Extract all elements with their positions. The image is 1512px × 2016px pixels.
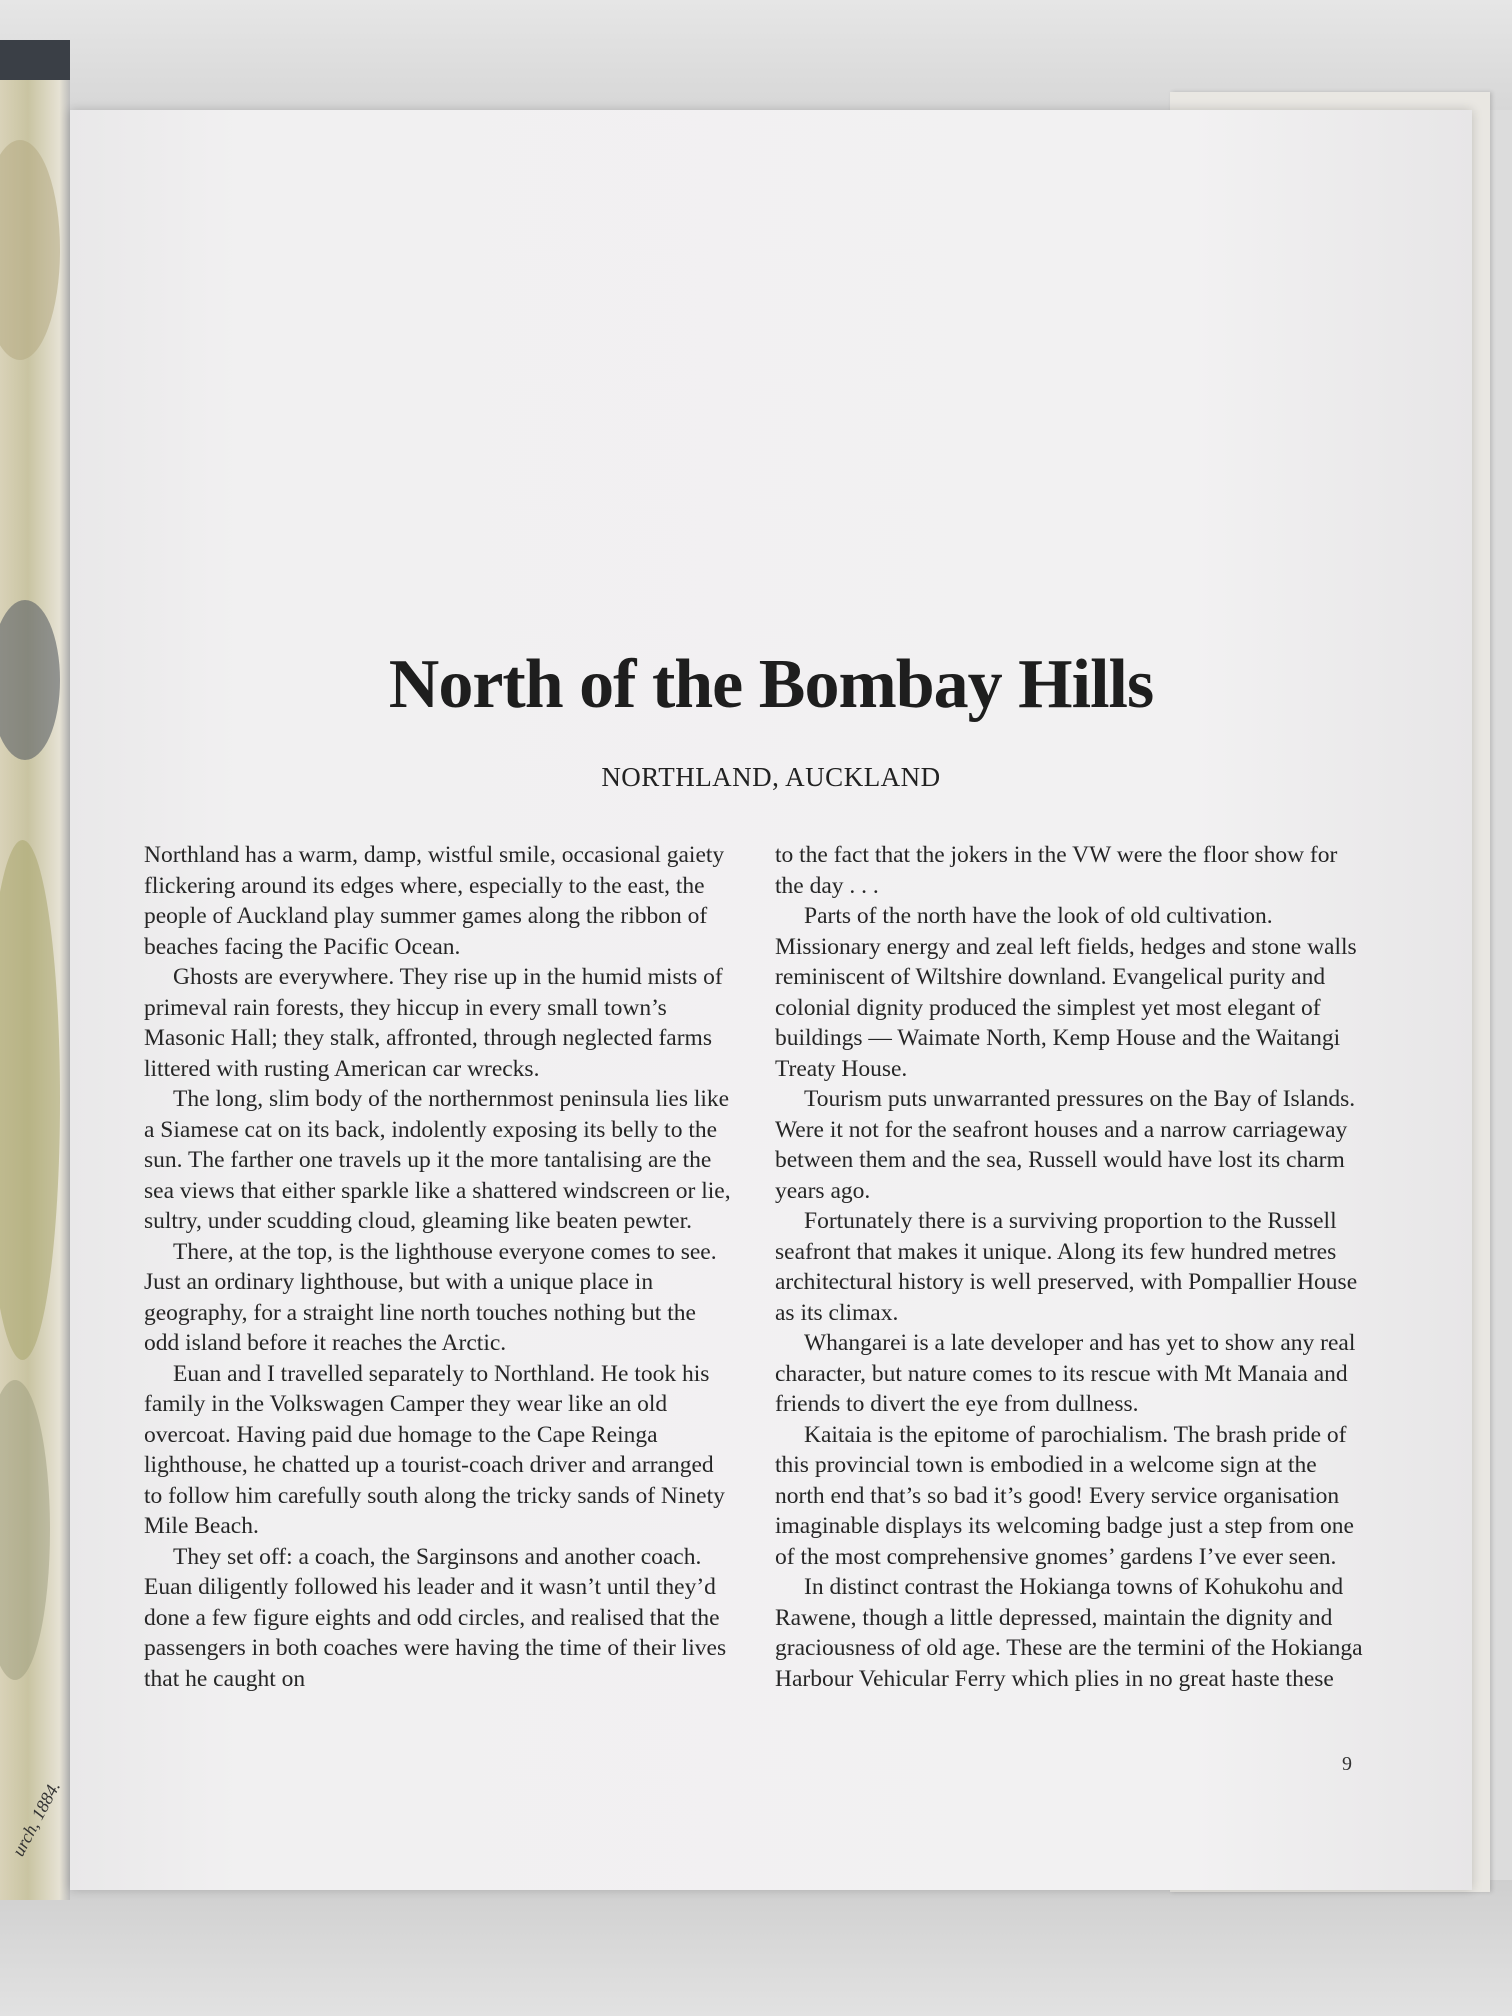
paragraph: The long, slim body of the northernmost peninsula lies like a Siamese cat on its back, indolently exposing its belly to the sun. The farther one travels up it the more tantalising are the sea views that either sparkle like a shattered windscreen or lie, sultry, under scudding cloud, gleaming like beaten pewter. xyxy=(144,1086,731,1234)
paragraph: Ghosts are everywhere. They rise up in the humid mists of primeval rain forests, they hiccup in every small town’s Masonic Hall; they stalk, affronted, through neglected farms littered with rusting American car wrecks. xyxy=(144,964,723,1082)
background-bottom xyxy=(0,1880,1512,2016)
paragraph: Parts of the north have the look of old cultivation. Missionary energy and zeal left fields, hedges and stone walls reminiscent of Wiltshire downland. Evangelical purity and colonial dignity produced the simplest yet most elegant of buildings — Waimate North, Kemp House and the Waitangi Treaty House. xyxy=(775,903,1357,1082)
paragraph: They set off: a coach, the Sarginsons and another coach. Euan diligently followed his leader and it wasn’t until they’d done a few figure eights and odd circles, and realised that the passengers in both coaches were having the time of their lives that he caught on xyxy=(144,1543,727,1692)
watercolor-stain xyxy=(0,140,60,360)
paragraph: Tourism puts unwarranted pressures on the Bay of Islands. Were it not for the seafront houses and a narrow carriageway between them and the sea, Russell would have lost its charm years ago. xyxy=(775,1086,1356,1204)
text-column-right xyxy=(775,840,1365,1694)
watercolor-stain xyxy=(0,1380,50,1680)
book-page xyxy=(70,110,1472,1890)
paragraph: to the fact that the jokers in the VW were the floor show for the day . . . xyxy=(775,842,1338,899)
paragraph: In distinct contrast the Hokianga towns of Kohukohu and Rawene, though a little depressed, maintain the dignity and graciousness of old age. These are the termini of the Hokianga Harbour Vehicular Ferry which plies in no great haste these xyxy=(775,1574,1363,1692)
watercolor-stain xyxy=(0,600,60,760)
left-page-caption: urch, 1884. xyxy=(8,1777,65,1860)
paragraph: Northland has a warm, damp, wistful smile, occasional gaiety flickering around its edges where, especially to the east, the people of Auckland play summer games along the ribbon of beaches facing the Pacific Ocean. xyxy=(144,842,725,960)
watercolor-stain xyxy=(0,840,60,1360)
text-column-left xyxy=(144,840,734,1694)
left-page-illustration xyxy=(0,80,70,1900)
paragraph: Whangarei is a late developer and has yet to show any real character, but nature comes to its rescue with Mt Manaia and friends to divert the eye from dullness. xyxy=(775,1330,1356,1417)
paragraph: Fortunately there is a surviving proportion to the Russell seafront that makes it unique. Along its few hundred metres architectural history is well preserved, with Pompallier House as its climax. xyxy=(775,1208,1358,1326)
paragraph: Kaitaia is the epitome of parochialism. The brash pride of this provincial town is embodied in a welcome sign at the north end that’s so bad it’s good! Every service organisation imaginable displays its welcoming badge just a step from one of the most comprehensive gnomes’ gardens I’ve ever seen. xyxy=(775,1421,1354,1570)
page-number: 9 xyxy=(1342,1753,1352,1775)
page-title: North of the Bombay Hills xyxy=(388,646,1154,723)
page-subtitle: NORTHLAND, AUCKLAND xyxy=(601,762,941,792)
paragraph: Euan and I travelled separately to Northland. He took his family in the Volkswagen Camper they wear like an old overcoat. Having paid due homage to the Cape Reinga lighthouse, he chatted up a tourist-coach driver and arranged to follow him carefully south along the tricky sands of Ninety Mile Beach. xyxy=(144,1360,725,1539)
paragraph: There, at the top, is the lighthouse everyone comes to see. Just an ordinary lighthouse, but with a unique place in geography, for a straight line north touches nothing but the odd island before it reaches the Arctic. xyxy=(144,1238,717,1356)
